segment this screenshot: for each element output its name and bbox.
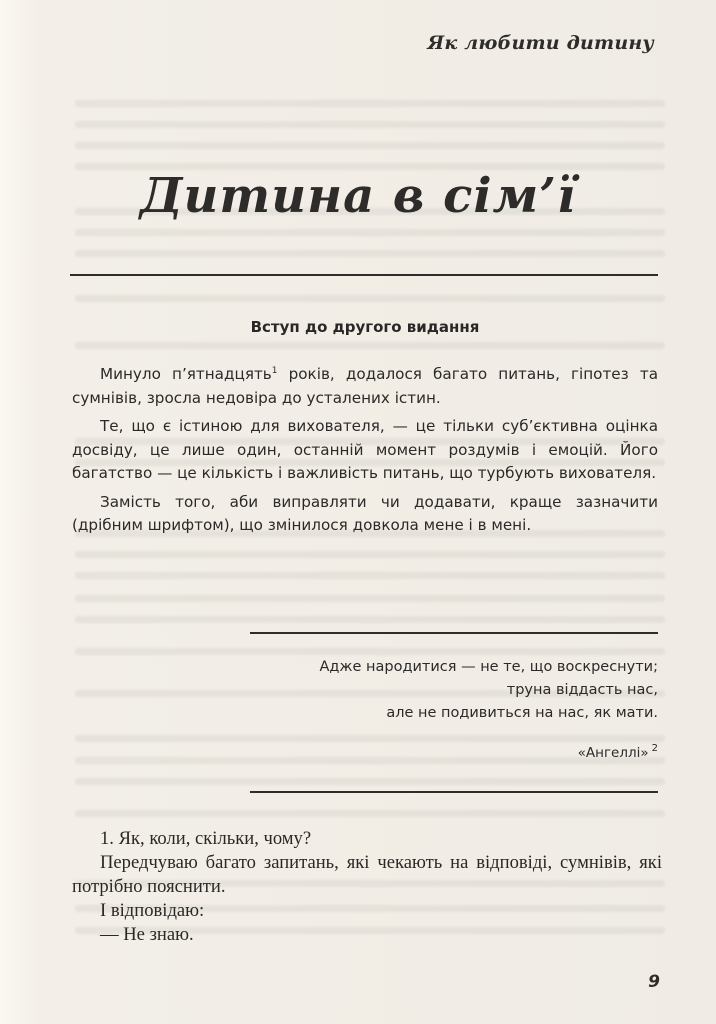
chapter-title: Дитина в сім’ї xyxy=(139,168,577,224)
body-paragraph: І відповідаю: xyxy=(100,900,205,921)
bleed-through-line xyxy=(75,121,665,128)
running-head: Як любити дитину xyxy=(427,32,654,54)
intro-text-span: Минуло п’ятнадцять xyxy=(100,365,272,383)
epigraph-divider-top xyxy=(250,632,658,634)
body-paragraph: — Не знаю. xyxy=(100,924,194,945)
section-heading: 1. Як, коли, скільки, чому? xyxy=(100,828,312,849)
bleed-through-line xyxy=(75,295,665,302)
footnote-ref: 2 xyxy=(651,743,658,754)
epigraph-line: Адже народитися — не те, що воскреснути; xyxy=(319,659,658,675)
main-text xyxy=(72,827,662,947)
bleed-through-line xyxy=(75,810,665,817)
epigraph xyxy=(250,656,658,765)
bleed-through-line xyxy=(75,572,665,579)
intro-text-span: років, додалося багато питань, гіпотез та сумнівів, зросла недовіра до усталених істин. xyxy=(72,365,658,407)
footnote-ref: 1 xyxy=(271,366,278,376)
intro-paragraph xyxy=(72,360,658,410)
body-paragraph: Передчуваю багато запитань, які чекають на відповіді, сумнівів, які потрібно пояснити. xyxy=(72,852,662,897)
intro-paragraph: Те, що є істиною для вихователя, — це тільки суб’єктивна оцінка досвіду, це лише один, останній момент роздумів і емоцій. Його багатство — це кількість і важливість питань, що турбують вихователя. xyxy=(72,417,658,482)
epigraph-line: труна віддасть нас, xyxy=(506,682,658,698)
divider xyxy=(70,274,658,276)
intro-text xyxy=(72,360,658,543)
bleed-through-line xyxy=(75,142,665,149)
epigraph-source-title: «Ангеллі» xyxy=(577,745,649,761)
bleed-through-line xyxy=(75,250,665,257)
epigraph-line: але не подивиться на нас, як мати. xyxy=(386,705,658,721)
bleed-through-line xyxy=(75,342,665,349)
bleed-through-line xyxy=(75,551,665,558)
bleed-through-line xyxy=(75,616,665,623)
intro-paragraph: Замість того, аби виправляти чи додавати, краще зазначити (дрібним шрифтом), що змінилося довкола мене і в мені. xyxy=(72,492,658,534)
bleed-through-line xyxy=(75,595,665,602)
bleed-through-line xyxy=(75,778,665,785)
bleed-through-line xyxy=(75,648,665,655)
intro-heading: Вступ до другого видання xyxy=(250,318,480,336)
bleed-through-line xyxy=(75,100,665,107)
page-number: 9 xyxy=(648,972,660,992)
epigraph-source xyxy=(250,737,658,765)
epigraph-divider-bottom xyxy=(250,791,658,793)
bleed-through-line xyxy=(75,229,665,236)
